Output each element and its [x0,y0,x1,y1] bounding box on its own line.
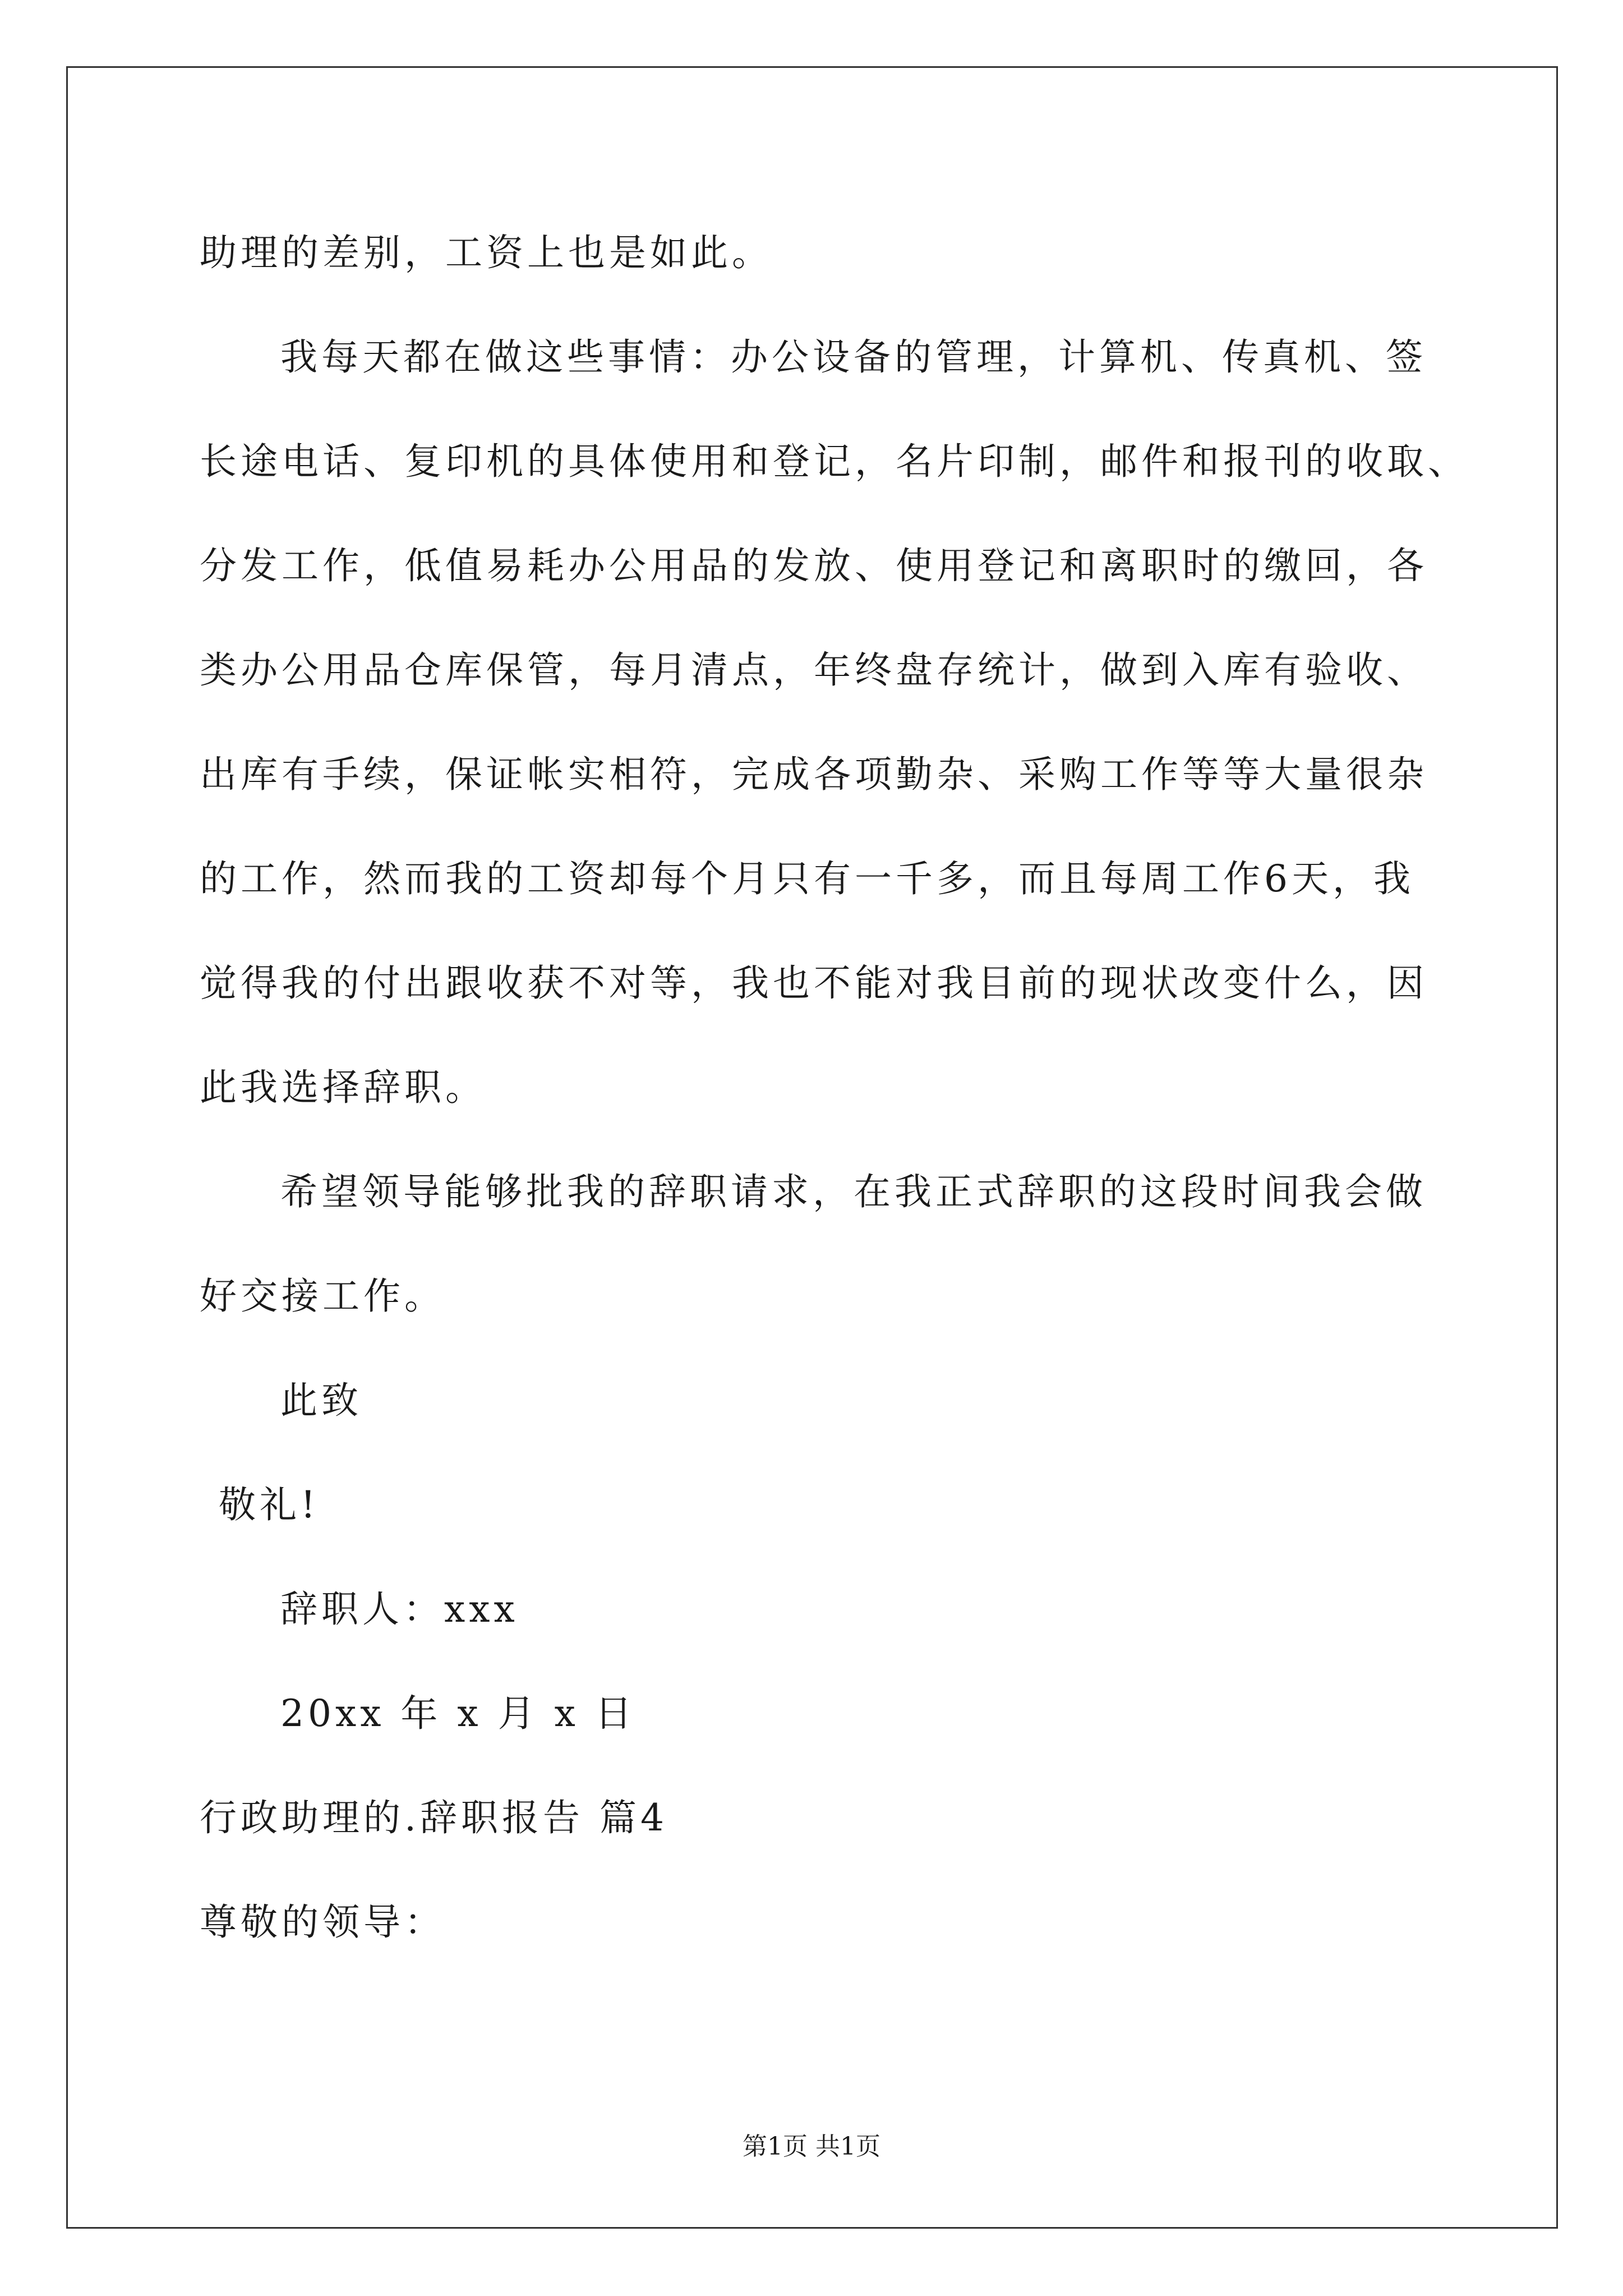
closing-line: 此致 [280,1379,362,1422]
body-line: 希望领导能够批我的辞职请求，在我正式辞职的这段时间我会做 [280,1170,1427,1213]
body-line: 此我选择辞职。 [200,1066,486,1109]
body-line: 助理的差别，工资上也是如此。 [200,231,773,274]
body-line: 类办公用品仓库保管，每月清点，年终盘存统计，做到入库有验收、 [200,648,1428,692]
body-line: 长途电话、复印机的具体使用和登记，名片印制，邮件和报刊的收取、 [200,440,1469,483]
body-line: 我每天都在做这些事情：办公设备的管理，计算机、传真机、签 [280,335,1427,379]
section-title: 行政助理的.辞职报告 篇4 [200,1796,668,1839]
salutation-line: 敬礼! [219,1483,320,1526]
date-line: 20xx 年 x 月 x 日 [280,1692,636,1735]
greeting-line: 尊敬的领导： [200,1901,445,1944]
page-footer: 第1页 共1页 [743,2132,880,2161]
signer-line: 辞职人：xxx [280,1588,519,1631]
body-line: 好交接工作。 [200,1274,445,1318]
body-line: 出库有手续，保证帐实相符，完成各项勤杂、采购工作等等大量很杂 [200,753,1428,796]
body-line: 觉得我的付出跟收获不对等，我也不能对我目前的现状改变什么，因 [200,961,1428,1005]
body-line: 分发工作，低值易耗办公用品的发放、使用登记和离职时的缴回，各 [200,544,1428,587]
body-line: 的工作，然而我的工资却每个月只有一千多，而且每周工作6天，我 [200,857,1414,900]
